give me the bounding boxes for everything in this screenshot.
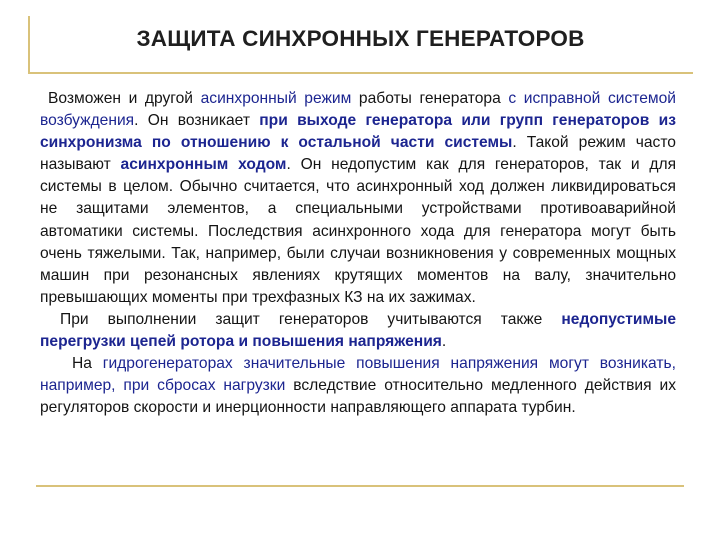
paragraph-asynchronous-mode [40,88,676,309]
highlight-asynchronous-run: асинхронным ходом [120,156,287,174]
highlight-excitation-system: с исправной системой возбуждения [40,90,676,130]
highlight-rotor-overloads: недопустимые перегрузки цепей ротора и повышения напряжения [40,310,676,351]
text-segment: . Он возникает [134,112,260,130]
paragraph-overloads [40,309,676,353]
slide-body-text [40,88,676,419]
highlight-hydrogenerators: гидрогенераторах значительные повышения напряжения могут возникать, например, при сбросах нагрузки [40,355,676,395]
highlight-asynchronous-mode: асинхронный режим [200,90,352,107]
text-segment: . Он недопустим как для генераторов, так и для системы в целом. Обычно считается, что асинхронный ход должен ликвидироваться не защитами элементов, а специальными устройствами противоаварийной автоматики системы. Последствия асинхронного хода для генератора могут быть очень тяжелыми. Так, например, были случаи возникновения у современных мощных машин при резонансных явлениях крутящих моментов на валу, значительно превышающих моменты при трехфазных КЗ на их зажимах. [40,156,677,306]
text-segment: работы генератора [351,90,509,107]
text-segment: Возможен и другой [48,90,201,107]
text-segment: . [441,333,447,351]
highlight-loss-of-synchronism: при выходе генератора или групп генераторов из синхронизма по отношению к остальной части системы [40,112,676,152]
text-segment: вследствие относительно медленного действия их регуляторов скорости и инерционности направляющего аппарата турбин. [40,377,676,417]
title-frame-top-line [28,72,693,74]
bottom-divider-line [36,485,684,487]
text-segment: . Такой режим часто называют [40,134,676,174]
text-segment: На [72,355,103,373]
text-segment: При выполнении защит генераторов учитываются также [60,310,562,328]
paragraph-hydrogenerators [40,353,676,419]
slide-title: ЗАЩИТА СИНХРОННЫХ ГЕНЕРАТОРОВ [136,26,585,51]
